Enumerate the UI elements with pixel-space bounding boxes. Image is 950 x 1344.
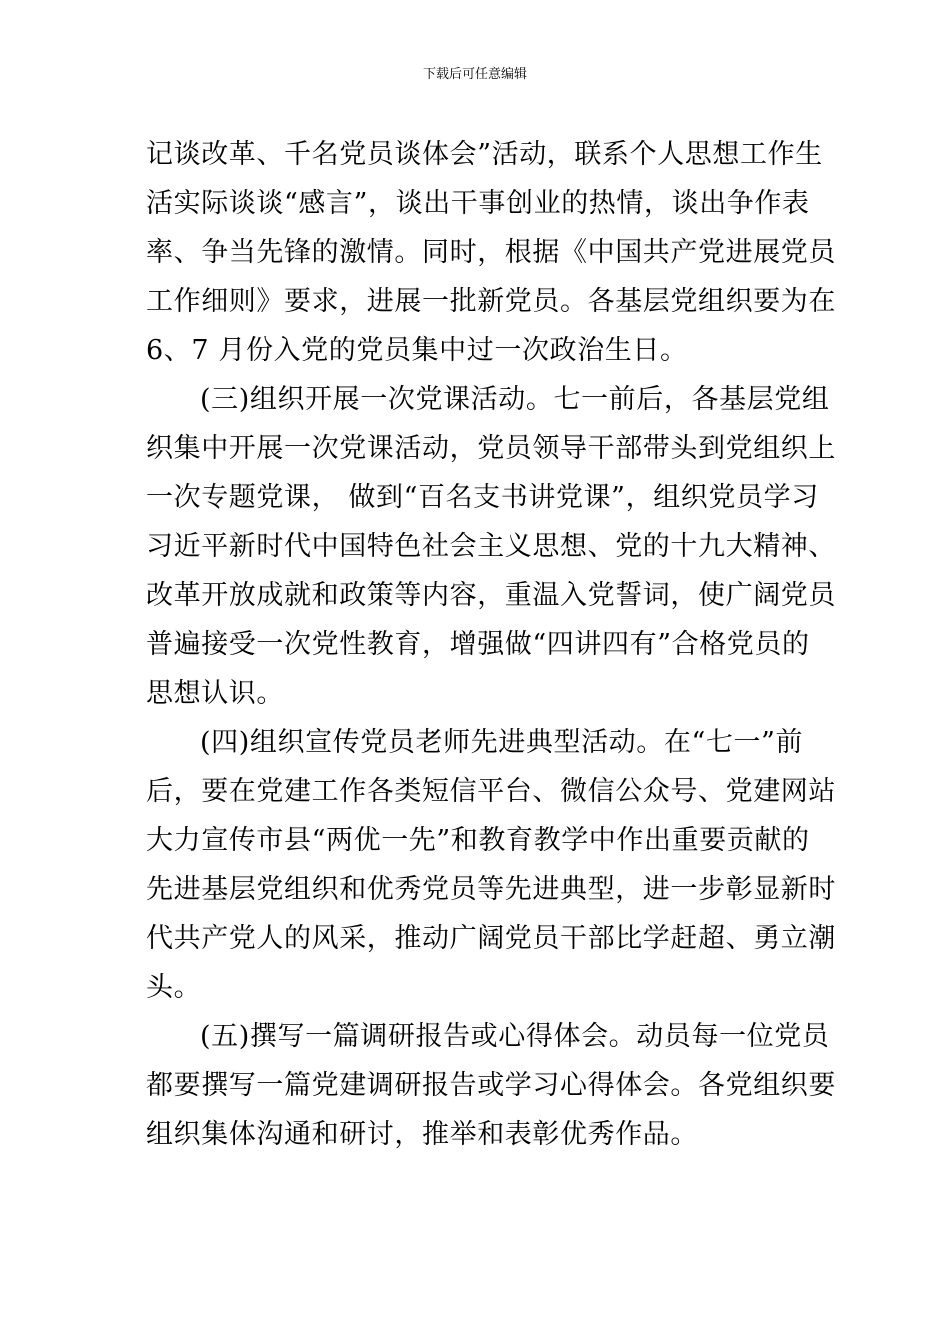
text-line: 率、争当先锋的激情。同时，根据《中国共产党进展党员 <box>146 237 836 268</box>
text-line: 大力宣传市县“两优一先”和教育教学中作出重要贡献的 <box>146 825 810 856</box>
text-line: 普遍接受一次党性教育，增强做“四讲四有”合格党员的 <box>146 629 810 660</box>
body-text <box>146 130 836 1159</box>
paragraph-heading-3: (三)组织开展一次党课活动。七一前后，各基层党组 <box>200 384 830 415</box>
paragraph-heading-4: (四)组织宣传党员老师先进典型活动。在“七一”前 <box>200 727 804 758</box>
text-line: 后，要在党建工作各类短信平台、微信公众号、党建网站 <box>146 776 836 807</box>
text-line: 记谈改革、千名党员谈体会”活动，联系个人思想工作生 <box>146 139 823 170</box>
text-line: 活实际谈谈“感言”，谈出干事创业的热情，谈出争作表 <box>146 188 810 219</box>
text-line: 思想认识。 <box>146 678 284 709</box>
text-line: 习近平新时代中国特色社会主义思想、党的十九大精神、 <box>146 531 836 562</box>
header-note: 下载后可任意编辑 <box>422 67 527 82</box>
text-line: 6、7 月份入党的党员集中过一次政治生日。 <box>146 335 688 366</box>
text-line: 先进基层党组织和优秀党员等先进典型，进一步彰显新时 <box>146 874 836 905</box>
text-line: 改革开放成就和政策等内容，重温入党誓词，使广阔党员 <box>146 580 836 611</box>
text-line: 都要撰写一篇党建调研报告或学习心得体会。各党组织要 <box>146 1070 836 1101</box>
text-line: 组织集体沟通和研讨，推举和表彰优秀作品。 <box>146 1119 698 1150</box>
paragraph-heading-5: (五)撰写一篇调研报告或心得体会。动员每一位党员 <box>200 1021 830 1052</box>
text-line: 头。 <box>146 972 202 1003</box>
text-line: 代共产党人的风采，推动广阔党员干部比学赶超、勇立潮 <box>146 923 836 954</box>
text-line: 织集中开展一次党课活动，党员领导干部带头到党组织上 <box>146 433 836 464</box>
text-line: 一次专题党课， 做到“百名支书讲党课”，组织党员学习 <box>146 482 819 513</box>
text-line: 工作细则》要求，进展一批新党员。各基层党组织要为在 <box>146 286 836 317</box>
